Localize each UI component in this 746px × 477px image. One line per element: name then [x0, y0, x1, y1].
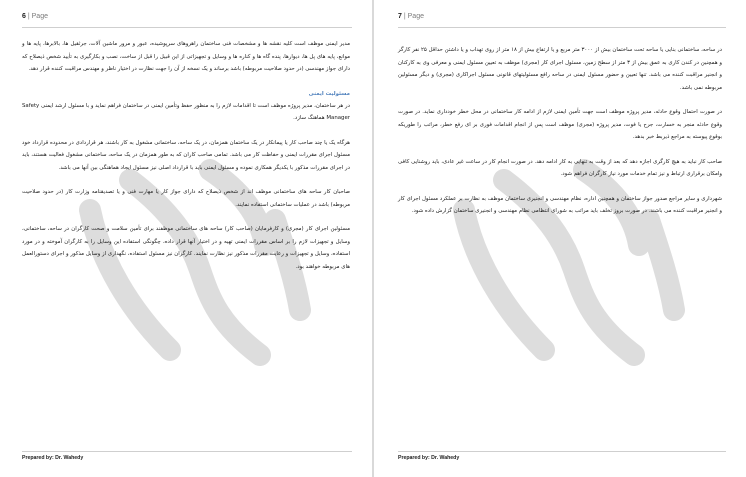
footer-rule: [22, 451, 352, 452]
paragraph: مسئولین اجرای کار (مجری) و کارفرمایان (صاحب کار) ساحه های ساختمانی موظفند برای تأمین سلامت و صحت کارگران در ساحه، ساختمانی، وسایل و تجهیزات لازم را بر اساس مقررات ایمنی تهیه و در اختیار آنها قرار داده، چگونگی استفاده این وسایل را به کارگران آموخته و در مورد استفاده، وسایل و تجهیزات و رعایت مقررات مذکور نیز نظارت نمایند. کارگران نیز مسئول استفاده، نگهداری از وسایل مذکور و اجرای دستورالعمل های مربوطه خواهند بود.: [22, 226, 350, 270]
header-separator: |: [403, 13, 406, 20]
section-heading: مسئولیت ایمنی: [308, 90, 350, 97]
footer-rule: [398, 451, 726, 452]
header-rule: [22, 27, 352, 28]
page-footer: Prepared by: Dr. Wahedy: [22, 455, 84, 461]
paragraph: هرگاه یک یا چند صاحب کار یا پیمانکار در یک ساختمان همزمان، در یک ساحه، ساختمانی مشغول به کار باشند، هر قراردادی در محدوده قرارداد خود مسئول اجرای مقررات ایمنی و حفاظت کار می باشد. تمامی صاحب کاران که به طور همزمان در یک ساحه، ساختمانی مشغول فعالیت هستند، باید در اجرای مقررات مذکور با یکدیگر همکاری نموده و مسئول ایمنی باید با قرارداد اصلی نیز مسئول ایجاد هماهنگی بین آنها می باشد.: [22, 139, 350, 171]
paragraph: در صورت احتمال وقوع حادثه، مدیر پروژه موظف است جهت تأمین ایمنی لازم از ادامه کار ساختمانی در محل خطر خودداری نماید. در صورت وقوع حادثه منجر به خسارت، جرح یا فوت، مدیر پروژه (مجری) موظف است پس از انجام اقدامات فوری بر ای رفع خطر، مراتب را طوریکه بوقوع پیوسته به مراجع ذیربط خبر بدهد.: [398, 109, 722, 140]
page-label: Page: [407, 13, 424, 20]
page-header: [398, 13, 424, 25]
page-number: 6: [22, 13, 26, 20]
page-footer: Prepared by: Dr. Wahedy: [398, 455, 460, 461]
page-body: [22, 38, 350, 285]
paragraph: شهرداری و سایر مراجع صدور جواز ساختمان و همچنین اداره، نظام مهندسی و انجنیری ساختمان موظف به نظارت بر عملکرد مسئول اجرای کار و انجنیر مراقبت کننده می باشند. در صورت بروز تخلف باید مراتب به شورای انتظامی نظام مهندسی و انجنیری ساختمان گزارش داده شود.: [398, 195, 722, 214]
paragraph: صاحبان کار ساحه های ساختمانی موظف اند از شخص ذیصلاح که دارای جواز کار یا مهارت فنی و یا تصدیقنامه وزارت کار (در حدود صلاحیت مربوطه) باشد در عملیات ساختمانی استفاده نمایند.: [22, 189, 350, 208]
page-6: [0, 0, 372, 477]
page-body: [398, 44, 722, 230]
page-7: [374, 0, 746, 477]
header-rule: [398, 27, 726, 28]
header-separator: |: [27, 13, 30, 20]
page-number: 7: [398, 13, 402, 20]
paragraph: مدیر ایمنی موظف است کلیه نقشه ها و مشخصات فنی ساختمان راهروهای سرپوشیده، عبور و مرور ماشین آلات، جرثقیل ها، بالابرها، پایه ها و موانع، پایه های پل ها، دیوارها، پنده گاه ها و کناره ها و وسایل و تجهیزاتی از این قبیل را قبل از ساخت، نصب و بکارگیری به تأیید شخص ذیصلاح که دارای جواز مهندسی (در حدود صلاحیت مربوطه) باشد برساند و یک نسخه از آن را جهت نظارت در اختیار ناظر و مهندس مراقبت کننده قرار دهد.: [22, 41, 350, 72]
page-label: Page: [31, 13, 48, 20]
page-header: [22, 13, 48, 25]
paragraph: در ساحه، ساختمانی بنایی یا ساحه تحت ساختمان بیش از ۳۰۰۰ متر مربع و یا ارتفاع بیش از ۱۸ متر از روی تهداب و یا داشتن حداقل ۲۵ نفر کارگر و همچنین در کندن کاری به عمق بیش از ۳ متر از سطح زمین، مسئول اجرای کار (مجری) موظف به تعیین مسئول ایمنی و معرفی وی به کارکنان و انجنیر مراقبت کننده می باشد. تنها تعیین و حضور مسئول ایمنی در ساحه رافع مسئولیتهای قانونی مسئول اجراکاری (مجری) و دیگر مسئولین مربوطه نمی باشد.: [398, 47, 722, 91]
paragraph: در هر ساختمان، مدیر پروژه موظف است تا اقدامات لازم را به منظور حفظ وتأمین ایمنی در ساختمان فراهم نماید و با مسئول ارشد ایمنی Safety Manager هماهنگ سازد.: [22, 102, 350, 121]
paragraph: صاحب کار نباید به هیچ کارگری اجازه دهد که بعد از وقت به تنهایی به کار ادامه دهد. در صورت انجام کار در ساعت غیر عادی، باید روشنایی کافی وامکان برقراری ارتباط و نیز تمام خدمات مورد نیاز کارگران فراهم شود.: [398, 158, 722, 177]
